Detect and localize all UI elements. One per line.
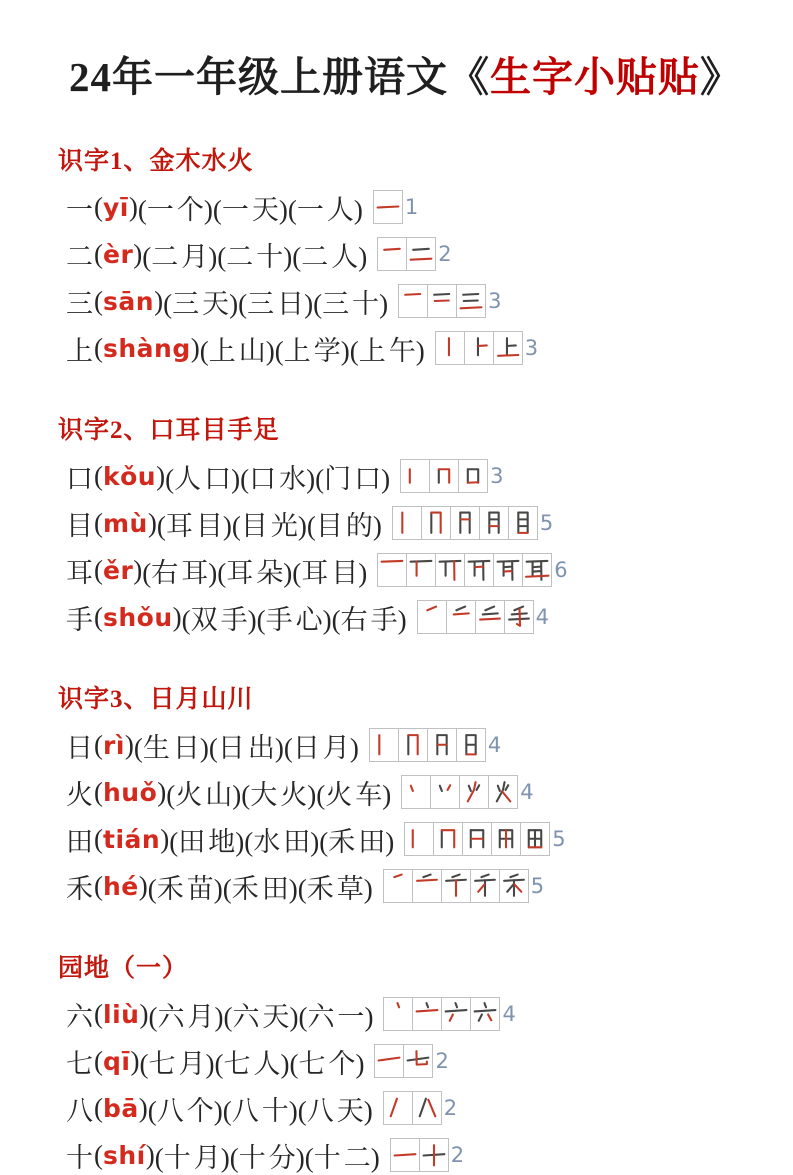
stroke-order-box [493,553,523,587]
character-entry-row [66,550,753,590]
character-entry-row [66,187,753,227]
example-word: ( 目的 ) [307,511,382,541]
example-word: ( 七人 ) [214,1049,289,1079]
stroke-order-box [429,459,459,493]
example-word: ( 手心 ) [257,605,332,635]
stroke-glyph [408,555,434,585]
stroke-order-box [441,869,471,903]
stroke-order-box [374,1044,404,1078]
stroke-glyph [510,508,536,538]
hanzi-character: 六 [66,1001,93,1032]
example-word: ( 火山 ) [166,780,241,810]
sections-container [58,141,753,1175]
stroke-glyph [443,999,469,1029]
stroke-glyph [400,286,426,316]
stroke-order-strip [417,600,534,634]
stroke-order-box [488,775,518,809]
character-entry-row [66,597,753,637]
stroke-order-box [419,1138,449,1172]
example-word: ( 耳朵 ) [217,558,292,588]
page-title [58,44,753,103]
stroke-order-box [504,600,534,634]
example-word: ( 十分 ) [230,1143,305,1173]
character-entry-row [66,994,753,1034]
pinyin-group [94,192,138,223]
hanzi-character: 禾 [66,873,93,904]
stroke-glyph [421,1140,447,1170]
word-list [157,504,382,543]
hanzi-character: 田 [66,826,93,857]
example-word: ( 七个 ) [289,1049,364,1079]
stroke-order-box [406,553,436,587]
stroke-order-box [458,459,488,493]
stroke-order-box [398,284,428,318]
stroke-glyph [472,999,498,1029]
stroke-order-box [446,600,476,634]
character-entry-row [66,725,753,765]
example-word: ( 耳目 ) [292,558,367,588]
hanzi-character: 手 [66,604,93,635]
hanzi-character: 八 [66,1095,93,1126]
stroke-order-box [383,1091,413,1125]
example-word: ( 人口 ) [165,464,240,494]
stroke-glyph [419,602,445,632]
lesson-section [58,679,753,906]
character-entry-row [66,866,753,906]
word-list [148,867,373,906]
stroke-order-box [417,600,447,634]
stroke-glyph [506,602,532,632]
hanzi-character: 三 [66,288,93,319]
example-word: ( 三十 ) [313,289,388,319]
pinyin-group [94,1140,155,1171]
stroke-glyph [379,555,405,585]
pinyin-text: mù [103,508,148,538]
example-word: ( 禾田 ) [223,874,298,904]
stroke-order-strip [373,190,403,224]
example-word: ( 右耳 ) [142,558,217,588]
example-word: ( 上山 ) [200,336,275,366]
section-heading: 识字1、金木水火 [58,148,254,175]
pinyin-text: bā [103,1093,139,1123]
stroke-order-box [464,331,494,365]
stroke-glyph [437,555,463,585]
stroke-glyph [458,730,484,760]
pinyin-group [94,555,142,586]
stroke-order-strip [401,775,518,809]
stroke-count: 2 [438,242,452,266]
example-word: ( 六天 ) [223,1002,298,1032]
pinyin-group [94,871,148,902]
stroke-order-box [383,997,413,1031]
character-entry-row [66,1088,753,1128]
word-list [155,1136,380,1175]
stroke-glyph [432,777,458,807]
stroke-order-box [373,190,403,224]
stroke-glyph [461,777,487,807]
example-word: ( 耳目 ) [157,511,232,541]
pinyin-text: shí [103,1140,146,1170]
pinyin-text: huǒ [103,777,158,807]
example-word: ( 十二 ) [305,1143,380,1173]
stroke-order-box [508,506,538,540]
character-entry-row [66,1135,753,1175]
stroke-count: 4 [520,780,534,804]
word-list [163,282,388,321]
stroke-order-box [499,869,529,903]
title-highlight: 生字小贴贴 [490,54,700,100]
example-word: ( 六一 ) [298,1002,373,1032]
stroke-glyph [403,777,429,807]
stroke-count: 1 [404,195,419,219]
stroke-order-box [427,728,457,762]
stroke-count: 5 [539,511,554,535]
title-close-quote: 》 [700,54,742,100]
pinyin-text: tián [103,824,161,854]
character-entry-row [66,1041,753,1081]
stroke-glyph [495,555,521,585]
stroke-glyph [437,333,463,363]
hanzi-character: 火 [66,779,93,810]
hanzi-character: 日 [66,732,93,763]
stroke-order-box [390,1138,420,1172]
stroke-glyph [385,871,411,901]
stroke-glyph [392,1140,418,1170]
stroke-order-box [412,869,442,903]
hanzi-character: 上 [66,335,93,366]
hanzi-character: 一 [66,194,93,225]
word-list [200,329,425,368]
example-word: ( 八天 ) [298,1096,373,1126]
example-word: ( 火车 ) [316,780,391,810]
word-list [142,235,367,274]
section-lines [58,187,753,368]
stroke-glyph [443,871,469,901]
example-word: ( 目光 ) [232,511,307,541]
stroke-glyph [385,999,411,1029]
pinyin-text: yī [103,192,129,222]
stroke-order-box [491,822,521,856]
stroke-glyph [477,602,503,632]
stroke-glyph [524,555,550,585]
stroke-glyph [472,871,498,901]
title-open-quote: 《 [448,54,490,100]
stroke-order-box [427,284,457,318]
lesson-section [58,410,753,637]
lesson-section [58,141,753,368]
stroke-order-box [398,728,428,762]
pinyin-group [94,730,134,761]
stroke-glyph [376,1046,402,1076]
stroke-glyph [466,555,492,585]
character-entry-row [66,456,753,496]
stroke-glyph [522,824,548,854]
stroke-order-box [377,237,407,271]
stroke-order-box [403,1044,433,1078]
section-heading: 园地（一） [58,955,189,982]
stroke-count: 2 [450,1143,465,1167]
stroke-glyph [408,239,434,269]
example-word: ( 一人 ) [288,195,363,225]
stroke-glyph [460,461,486,491]
stroke-order-strip [374,1044,433,1078]
word-list [166,773,391,812]
example-word: ( 上学 ) [275,336,350,366]
stroke-order-strip [383,869,529,903]
stroke-order-strip [377,553,552,587]
hanzi-character: 目 [66,510,93,541]
stroke-order-box [406,237,436,271]
stroke-glyph [400,730,426,760]
stroke-glyph [493,824,519,854]
stroke-glyph [464,824,490,854]
stroke-order-box [430,775,460,809]
example-word: ( 三日 ) [238,289,313,319]
example-word: ( 右手 ) [332,605,407,635]
stroke-order-box [412,997,442,1031]
stroke-glyph [452,508,478,538]
stroke-glyph [429,286,455,316]
pinyin-group [94,333,200,364]
stroke-glyph [414,871,440,901]
hanzi-character: 二 [66,241,93,272]
word-list [134,726,359,765]
example-word: ( 口水 ) [240,464,315,494]
example-word: ( 一天 ) [213,195,288,225]
pinyin-group [94,286,163,317]
example-word: ( 三天 ) [163,289,238,319]
character-entry-row [66,281,753,321]
word-list [139,1042,364,1081]
character-entry-row [66,234,753,274]
stroke-glyph [375,192,401,222]
stroke-glyph [490,777,516,807]
stroke-count: 5 [552,827,566,851]
example-word: ( 六月 ) [148,1002,223,1032]
example-word: ( 大火 ) [241,780,316,810]
stroke-glyph [448,602,474,632]
stroke-order-box [392,506,422,540]
pinyin-text: sān [103,286,155,316]
example-word: ( 上午 ) [350,336,425,366]
stroke-glyph [501,871,527,901]
example-word: ( 一个 ) [138,195,213,225]
stroke-glyph [405,1046,431,1076]
hanzi-character: 七 [66,1048,93,1079]
stroke-order-box [433,822,463,856]
section-lines [58,994,753,1175]
example-word: ( 八十 ) [223,1096,298,1126]
stroke-glyph [435,824,461,854]
stroke-glyph [414,999,440,1029]
section-lines [58,456,753,637]
section-heading: 识字2、口耳目手足 [58,417,280,444]
stroke-count: 5 [530,874,545,898]
stroke-order-box [464,553,494,587]
stroke-order-box [520,822,550,856]
stroke-glyph [414,1093,440,1123]
hanzi-character: 十 [66,1142,93,1173]
pinyin-group [94,1046,139,1077]
character-entry-row [66,503,753,543]
hanzi-character: 耳 [66,557,93,588]
stroke-order-box [456,284,486,318]
character-entry-row [66,772,753,812]
stroke-order-box [522,553,552,587]
pinyin-group [94,999,148,1030]
pinyin-text: liù [103,999,140,1029]
example-word: ( 日出 ) [209,733,284,763]
stroke-order-strip [369,728,486,762]
example-word: ( 二月 ) [142,242,217,272]
pinyin-text: rì [103,730,125,760]
stroke-order-box [421,506,451,540]
stroke-glyph [371,730,397,760]
pinyin-group [94,508,157,539]
stroke-order-box [435,553,465,587]
character-entry-row [66,328,753,368]
stroke-glyph [402,461,428,491]
example-word: ( 二人 ) [292,242,367,272]
stroke-count: 3 [488,289,502,313]
example-word: ( 水田 ) [244,827,319,857]
stroke-order-box [479,506,509,540]
example-word: ( 禾田 ) [319,827,394,857]
stroke-order-strip [383,1091,442,1125]
stroke-order-box [493,331,523,365]
pinyin-group [94,824,169,855]
stroke-order-box [435,331,465,365]
pinyin-text: ěr [103,555,134,585]
stroke-glyph [466,333,492,363]
hanzi-character: 口 [66,463,93,494]
example-word: ( 田地 ) [169,827,244,857]
stroke-glyph [385,1093,411,1123]
pinyin-group [94,602,182,633]
stroke-order-box [401,775,431,809]
stroke-count: 4 [502,1002,516,1026]
example-word: ( 二十 ) [217,242,292,272]
stroke-glyph [429,730,455,760]
stroke-order-strip [400,459,488,493]
word-list [148,1089,373,1128]
word-list [165,457,390,496]
stroke-order-strip [398,284,486,318]
stroke-count: 4 [535,605,550,629]
stroke-order-box [450,506,480,540]
word-list [148,995,373,1034]
stroke-count: 6 [554,558,568,582]
stroke-order-box [456,728,486,762]
stroke-count: 4 [487,733,502,757]
stroke-order-box [383,869,413,903]
stroke-glyph [394,508,420,538]
section-lines [58,725,753,906]
pinyin-text: èr [103,239,134,269]
example-word: ( 七月 ) [139,1049,214,1079]
stroke-order-strip [377,237,436,271]
word-list [138,188,363,227]
stroke-order-box [412,1091,442,1125]
stroke-glyph [379,239,405,269]
word-list [182,598,407,637]
pinyin-text: shǒu [103,602,173,632]
pinyin-text: shàng [103,333,191,363]
example-word: ( 双手 ) [182,605,257,635]
example-word: ( 十月 ) [155,1143,230,1173]
pinyin-group [94,239,142,270]
stroke-order-box [470,997,500,1031]
stroke-glyph [481,508,507,538]
stroke-order-strip [435,331,523,365]
stroke-count: 2 [435,1049,449,1073]
stroke-count: 2 [443,1096,458,1120]
stroke-order-box [404,822,434,856]
stroke-order-strip [390,1138,449,1172]
stroke-count: 3 [524,336,539,360]
stroke-order-strip [392,506,538,540]
word-list [169,820,394,859]
pinyin-group [94,1093,148,1124]
stroke-glyph [458,286,484,316]
stroke-order-box [470,869,500,903]
stroke-order-box [441,997,471,1031]
stroke-order-box [462,822,492,856]
title-prefix: 24年一年级上册语文 [69,54,448,100]
stroke-glyph [423,508,449,538]
stroke-order-strip [404,822,550,856]
character-entry-row [66,819,753,859]
stroke-order-strip [383,997,500,1031]
stroke-order-box [400,459,430,493]
pinyin-text: hé [103,871,139,901]
example-word: ( 禾苗 ) [148,874,223,904]
stroke-order-box [459,775,489,809]
lesson-section [58,948,753,1175]
stroke-order-box [377,553,407,587]
section-heading: 识字3、日月山川 [58,686,254,713]
stroke-glyph [406,824,432,854]
example-word: ( 日月 ) [284,733,359,763]
stroke-count: 3 [490,464,504,488]
pinyin-text: kǒu [103,461,157,491]
stroke-glyph [495,333,521,363]
example-word: ( 生日 ) [134,733,209,763]
example-word: ( 禾草 ) [298,874,373,904]
stroke-order-box [475,600,505,634]
example-word: ( 门口 ) [315,464,390,494]
pinyin-text: qī [103,1046,131,1076]
example-word: ( 八个 ) [148,1096,223,1126]
word-list [142,551,367,590]
pinyin-group [94,461,165,492]
stroke-glyph [431,461,457,491]
pinyin-group [94,777,166,808]
stroke-order-box [369,728,399,762]
